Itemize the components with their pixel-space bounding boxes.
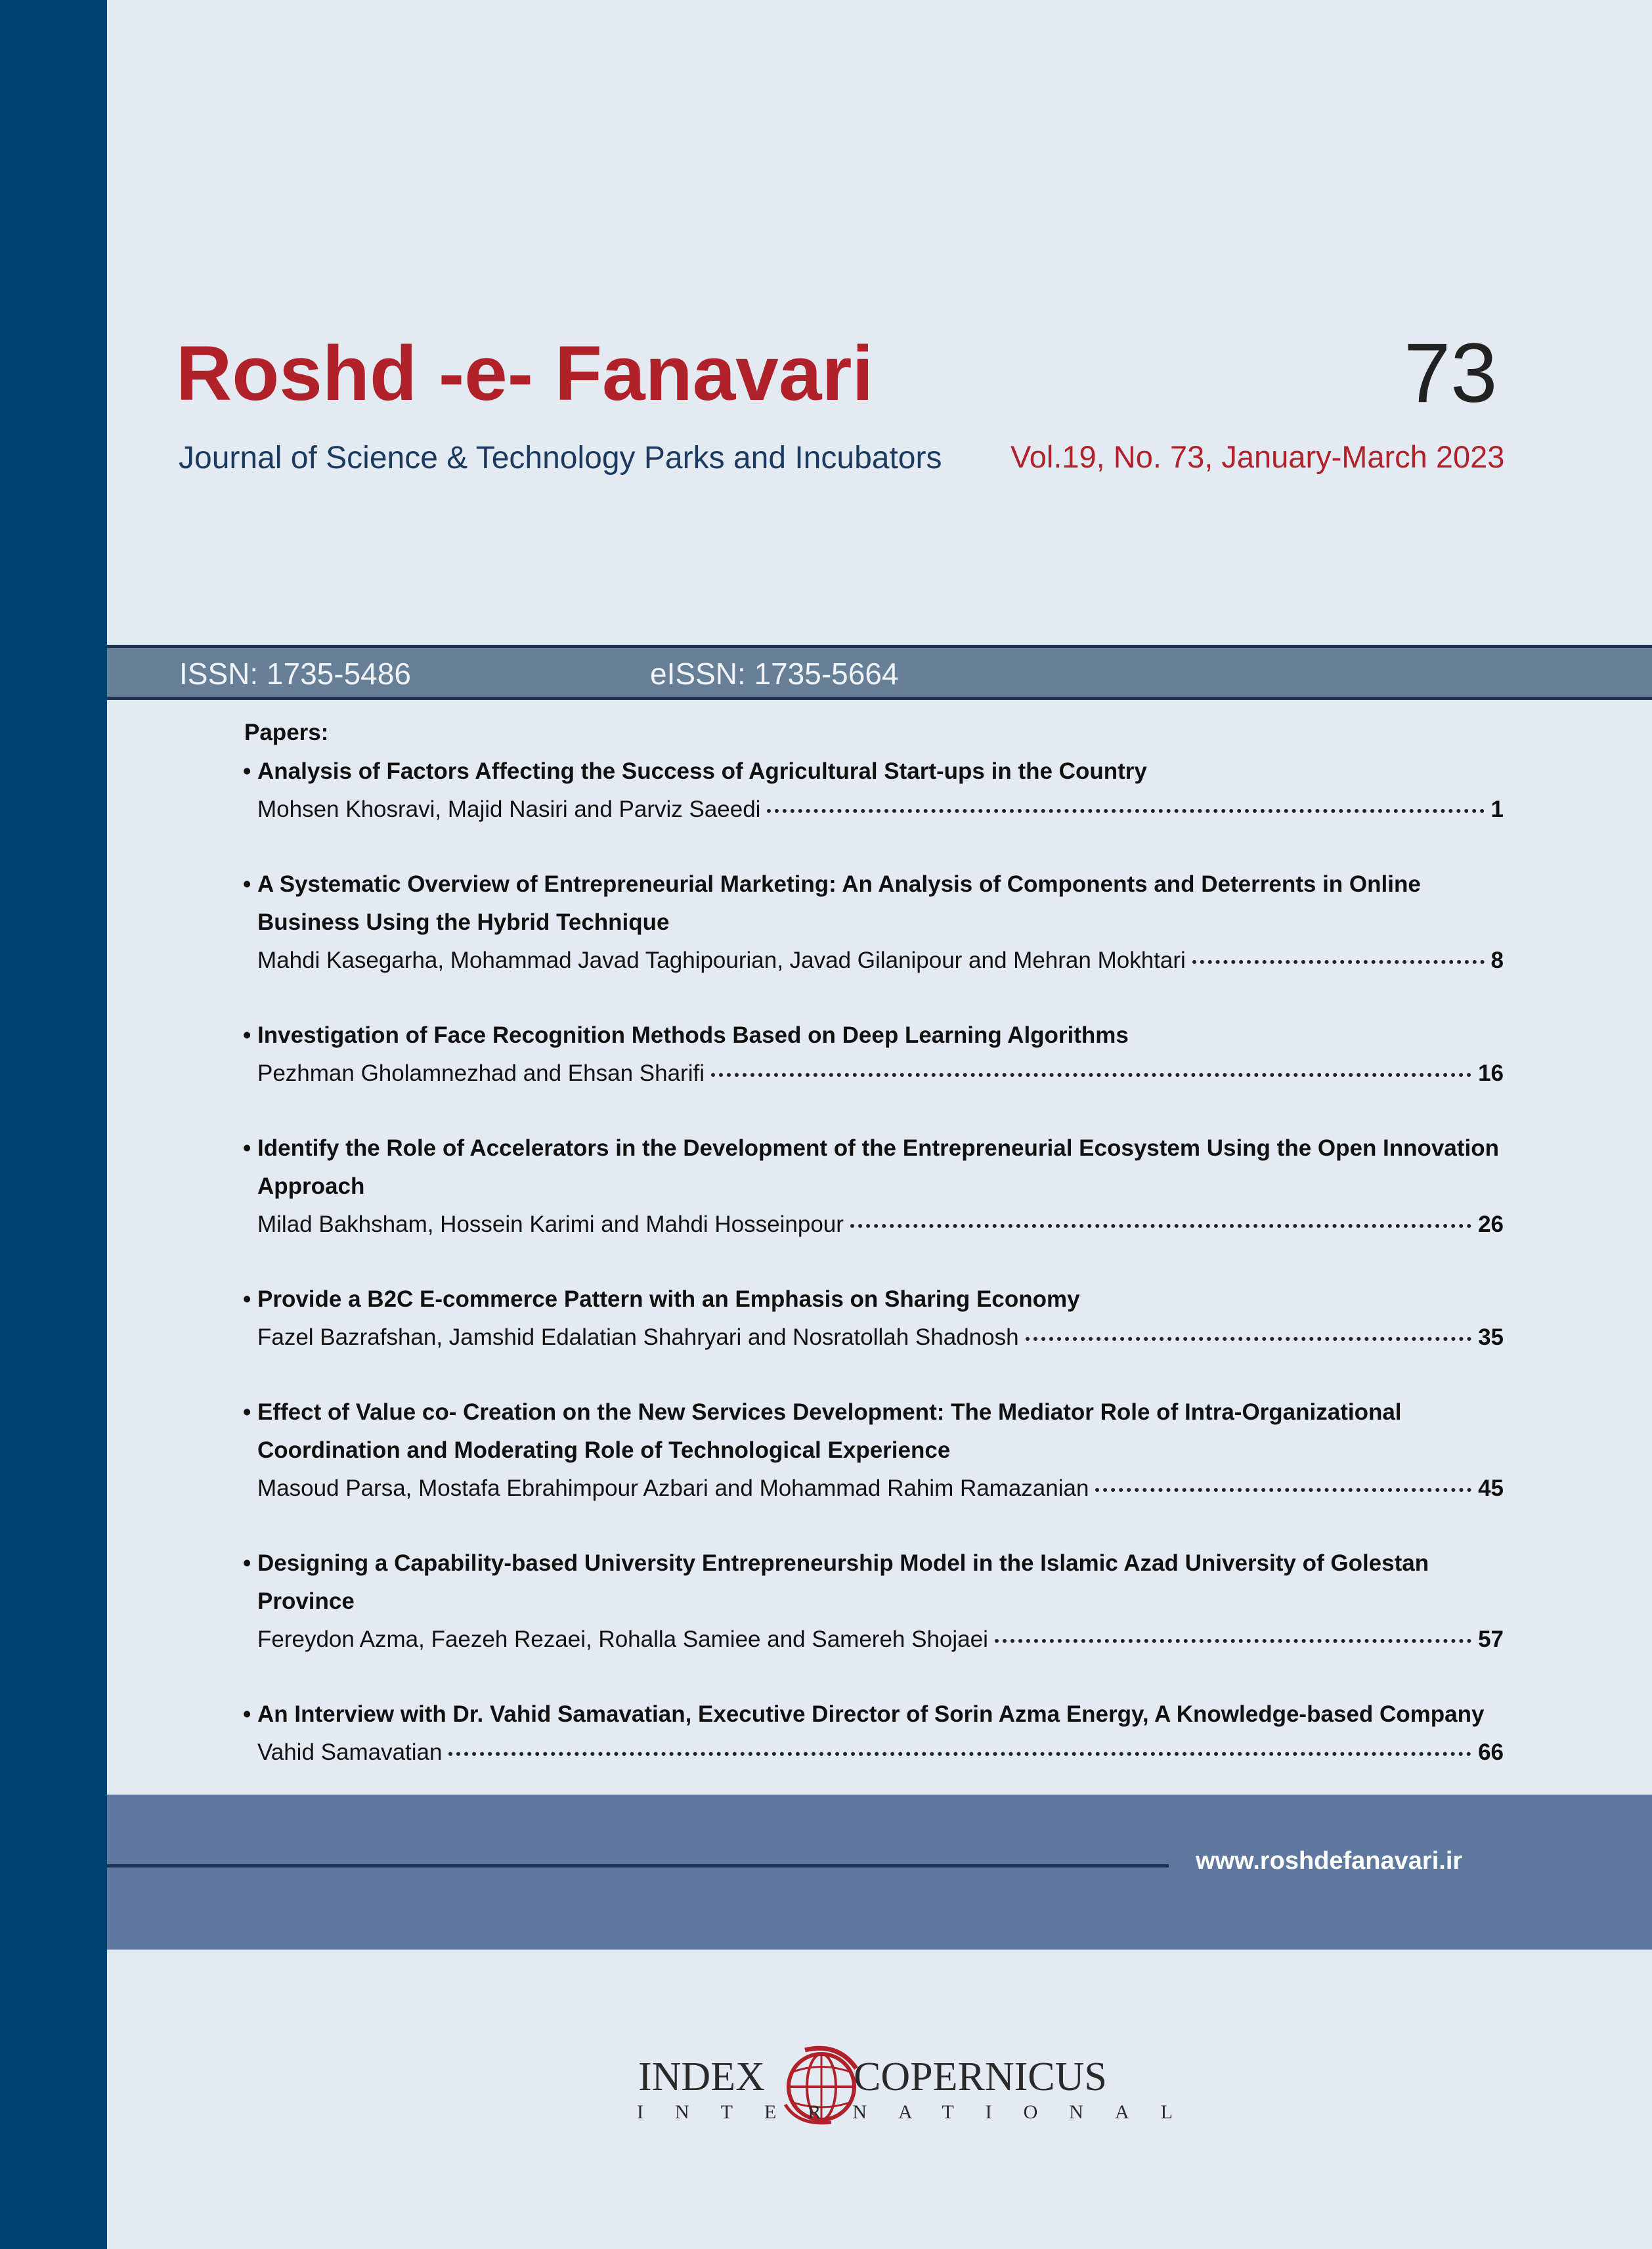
paper-page-number: 57 xyxy=(1478,1627,1504,1652)
paper-page-number: 1 xyxy=(1490,797,1504,822)
paper-title-text: Designing a Capability-based University Entrepreneurship Model in the Islamic Azad University of Golestan Province xyxy=(257,1550,1429,1614)
papers-list xyxy=(243,753,1504,1808)
journal-subtitle: Journal of Science & Technology Parks and Incubators xyxy=(179,441,942,475)
paper-byline xyxy=(243,1470,1504,1508)
paper-byline xyxy=(243,791,1504,829)
paper-authors: Fazel Bazrafshan, Jamshid Edalatian Shahryari and Nosratollah Shadnosh xyxy=(257,1324,1019,1350)
paper-entry xyxy=(243,1129,1504,1244)
paper-authors: Fereydon Azma, Faezeh Rezaei, Rohalla Samiee and Samereh Shojaei xyxy=(257,1627,988,1652)
dot-leader xyxy=(1192,960,1485,964)
bullet-icon: • xyxy=(243,871,251,897)
paper-byline xyxy=(243,942,1504,980)
paper-authors: Masoud Parsa, Mostafa Ebrahimpour Azbari and Mohammad Rahim Ramazanian xyxy=(257,1475,1089,1501)
footer-rule xyxy=(107,1864,1169,1867)
paper-entry xyxy=(243,753,1504,829)
paper-entry xyxy=(243,865,1504,980)
bullet-icon: • xyxy=(243,1135,251,1161)
paper-byline xyxy=(243,1621,1504,1659)
paper-title xyxy=(243,1129,1504,1206)
paper-byline xyxy=(243,1734,1504,1772)
dot-leader xyxy=(767,809,1484,813)
paper-authors: Mohsen Khosravi, Majid Nasiri and Parviz Saeedi xyxy=(257,797,761,822)
paper-page-number: 45 xyxy=(1478,1475,1504,1501)
paper-authors: Pezhman Gholamnezhad and Ehsan Sharifi xyxy=(257,1060,705,1086)
journal-title: Roshd -e- Fanavari xyxy=(176,330,874,417)
paper-title xyxy=(243,1544,1504,1621)
footer-band xyxy=(107,1795,1652,1950)
eissn: eISSN: 1735-5664 xyxy=(650,657,899,691)
paper-page-number: 66 xyxy=(1478,1739,1504,1765)
logo-word-copernicus: COPERNICUS xyxy=(854,2055,1107,2099)
paper-title xyxy=(243,1695,1504,1734)
dot-leader xyxy=(711,1073,1471,1077)
paper-page-number: 35 xyxy=(1478,1324,1504,1350)
paper-authors: Milad Bakhsham, Hossein Karimi and Mahdi Hosseinpour xyxy=(257,1212,844,1237)
paper-title xyxy=(243,865,1504,942)
volume-line: Vol.19, No. 73, January-March 2023 xyxy=(1011,439,1505,474)
paper-title xyxy=(243,1393,1504,1470)
issue-number: 73 xyxy=(1404,326,1498,420)
paper-byline xyxy=(243,1206,1504,1244)
paper-entry xyxy=(243,1695,1504,1772)
bullet-icon: • xyxy=(243,1701,251,1727)
paper-page-number: 16 xyxy=(1478,1060,1504,1086)
paper-title xyxy=(243,1280,1504,1319)
paper-title xyxy=(243,1016,1504,1055)
dot-leader xyxy=(1026,1337,1471,1341)
paper-authors: Mahdi Kasegarha, Mohammad Javad Taghipourian, Javad Gilanipour and Mehran Mokhtari xyxy=(257,948,1186,973)
paper-entry xyxy=(243,1544,1504,1659)
paper-title-text: Analysis of Factors Affecting the Success of Agricultural Start-ups in the Country xyxy=(257,758,1147,784)
paper-authors: Vahid Samavatian xyxy=(257,1739,443,1765)
paper-entry xyxy=(243,1280,1504,1357)
paper-page-number: 8 xyxy=(1490,948,1504,973)
papers-heading: Papers: xyxy=(244,720,329,745)
paper-title-text: Effect of Value co- Creation on the New Services Development: The Mediator Role of Intra-Organizational Coordination and Moderating Role of Technological Experience xyxy=(257,1399,1402,1463)
dot-leader xyxy=(1095,1488,1471,1492)
paper-byline xyxy=(243,1055,1504,1093)
dot-leader xyxy=(850,1224,1471,1228)
paper-byline xyxy=(243,1319,1504,1357)
website-link[interactable]: www.roshdefanavari.ir xyxy=(1196,1847,1463,1875)
paper-page-number: 26 xyxy=(1478,1212,1504,1237)
dot-leader xyxy=(448,1752,1471,1756)
bullet-icon: • xyxy=(243,1022,251,1048)
bullet-icon: • xyxy=(243,1550,251,1576)
paper-title-text: Identify the Role of Accelerators in the Development of the Entrepreneurial Ecosystem Using the Open Innovation Approach xyxy=(257,1135,1499,1199)
paper-entry xyxy=(243,1016,1504,1093)
logo-word-international: INTERNATIONAL xyxy=(637,2101,1204,2123)
paper-title-text: A Systematic Overview of Entrepreneurial Marketing: An Analysis of Components and Deterrents in Online Business Using the Hybrid Technique xyxy=(257,871,1421,935)
spine-bar xyxy=(0,0,107,2249)
bullet-icon: • xyxy=(243,758,251,784)
dot-leader xyxy=(995,1639,1471,1643)
issn: ISSN: 1735-5486 xyxy=(179,657,411,691)
issn-bar xyxy=(107,645,1652,700)
bullet-icon: • xyxy=(243,1399,251,1425)
paper-entry xyxy=(243,1393,1504,1508)
paper-title xyxy=(243,753,1504,791)
bullet-icon: • xyxy=(243,1286,251,1312)
logo-word-index: INDEX xyxy=(638,2055,765,2099)
paper-title-text: Investigation of Face Recognition Methods Based on Deep Learning Algorithms xyxy=(257,1022,1129,1048)
paper-title-text: An Interview with Dr. Vahid Samavatian, Executive Director of Sorin Azma Energy, A Knowledge-based Company xyxy=(257,1701,1485,1727)
paper-title-text: Provide a B2C E-commerce Pattern with an Emphasis on Sharing Economy xyxy=(257,1286,1080,1312)
